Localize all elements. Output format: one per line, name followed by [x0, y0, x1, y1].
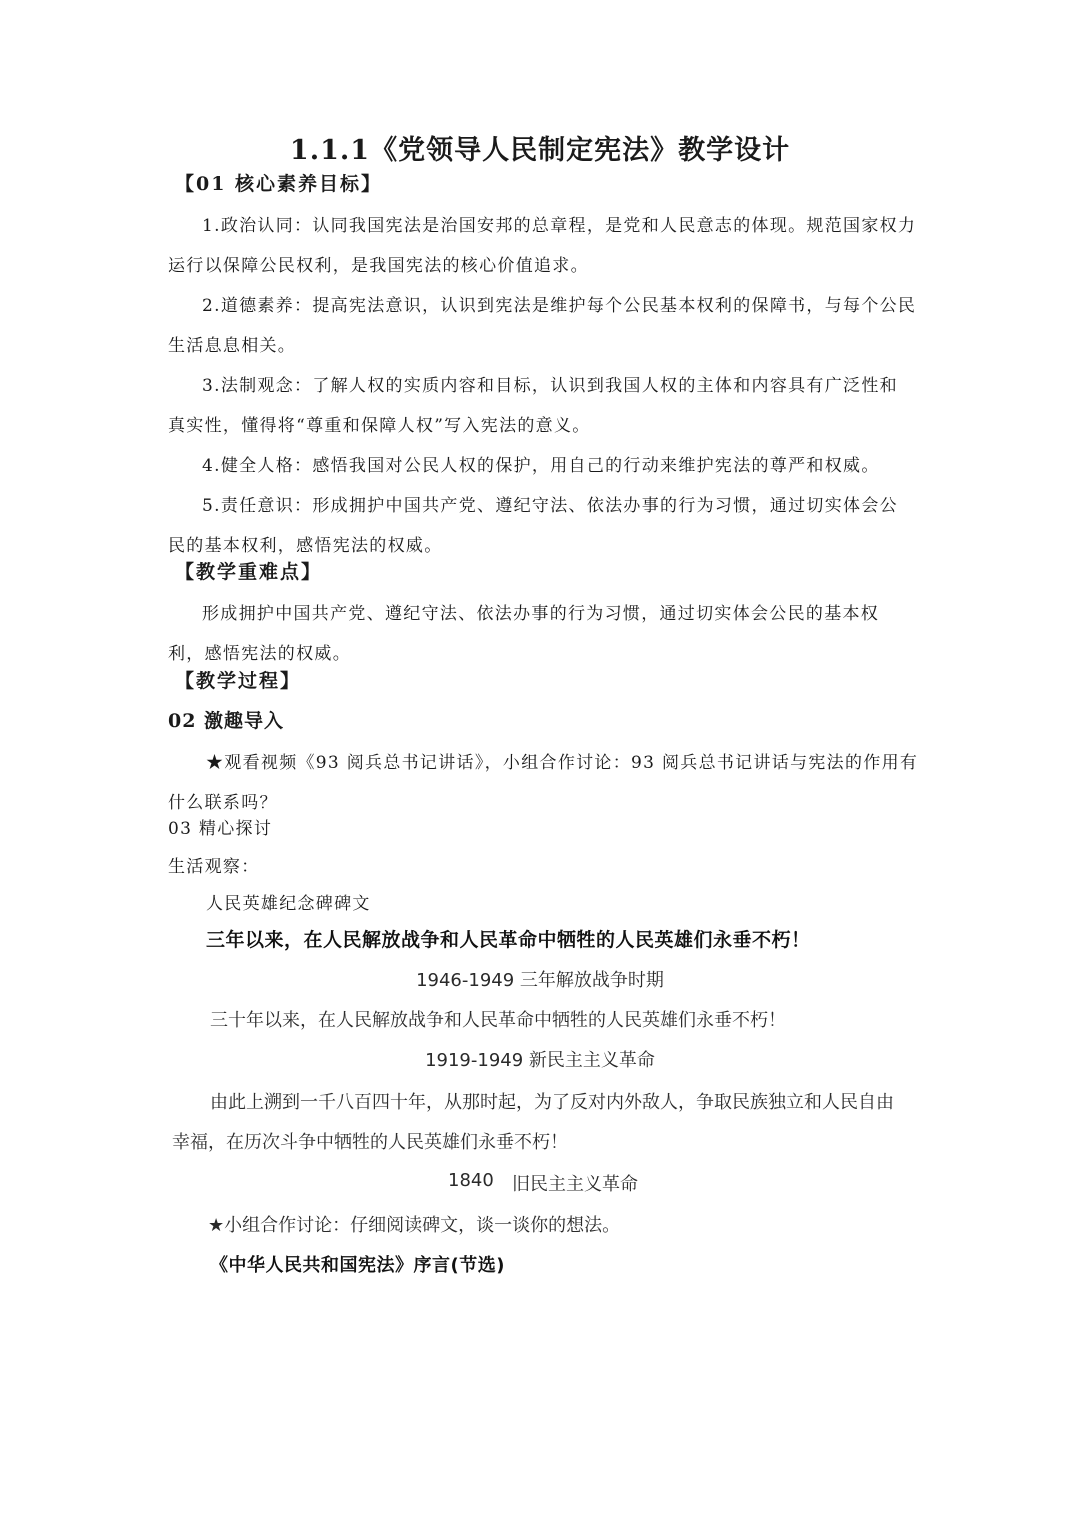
inscription-line-3b: 幸福，在历次斗争中牺牲的人民英雄们永垂不朽！: [172, 1132, 568, 1153]
inscription-period-1: 1946-1949 三年解放战争时期: [416, 970, 664, 991]
intro-line-1: ★观看视频《93 阅兵总书记讲话》，小组合作讨论：93 阅兵总书记讲话与宪法的作用有: [206, 753, 919, 773]
section-heading-core-goals: 【01 核心素养目标】: [175, 173, 383, 195]
constitution-preamble-title: 《中华人民共和国宪法》序言(节选): [210, 1255, 505, 1276]
inscription-line-2: 三十年以来，在人民解放战争和人民革命中牺牲的人民英雄们永垂不朽！: [210, 1010, 786, 1031]
section-heading-teaching-process: 【教学过程】: [175, 670, 302, 692]
key-points-line-1: 形成拥护中国共产党、遵纪守法、依法办事的行为习惯，通过切实体会公民的基本权: [202, 604, 880, 624]
goal-item-3-line-1: 3.法制观念：了解人权的实质内容和目标，认识到我国人权的主体和内容具有广泛性和: [202, 376, 898, 396]
goal-item-5-line-1: 5.责任意识：形成拥护中国共产党、遵纪守法、依法办事的行为习惯，通过切实体会公: [202, 496, 898, 516]
document-title: 1.1.1《党领导人民制定宪法》教学设计: [289, 135, 791, 166]
intro-line-2: 什么联系吗？: [168, 793, 278, 813]
inscription-discussion: ★小组合作讨论：仔细阅读碑文，谈一谈你的想法。: [208, 1215, 621, 1236]
intro-heading: 02 激趣导入: [168, 710, 285, 732]
monument-inscription-label: 人民英雄纪念碑碑文: [206, 894, 371, 914]
goal-item-2-line-1: 2.道德素养：提高宪法意识，认识到宪法是维护每个公民基本权利的保障书，与每个公民: [202, 296, 917, 316]
inscription-line-1: 三年以来，在人民解放战争和人民革命中牺牲的人民英雄们永垂不朽！: [206, 929, 811, 951]
inscription-period-3-name: 旧民主主义革命: [512, 1174, 638, 1195]
inscription-period-3-year: 1840: [448, 1170, 494, 1191]
goal-item-2-line-2: 生活息息相关。: [168, 336, 297, 356]
goal-item-1-line-1: 1.政治认同：认同我国宪法是治国安邦的总章程，是党和人民意志的体现。规范国家权力: [202, 216, 917, 236]
explore-heading: 03 精心探讨: [168, 819, 273, 839]
life-observation-label: 生活观察：: [168, 857, 260, 877]
section-heading-key-points: 【教学重难点】: [175, 561, 323, 583]
inscription-period-2: 1919-1949 新民主主义革命: [425, 1050, 655, 1071]
goal-item-5-line-2: 民的基本权利，感悟宪法的权威。: [168, 536, 443, 556]
goal-item-3-line-2: 真实性，懂得将“尊重和保障人权”写入宪法的意义。: [168, 416, 591, 436]
inscription-line-3a: 由此上溯到一千八百四十年，从那时起，为了反对内外敌人，争取民族独立和人民自由: [210, 1092, 894, 1113]
key-points-line-2: 利，感悟宪法的权威。: [168, 644, 351, 664]
goal-item-1-line-2: 运行以保障公民权利，是我国宪法的核心价值追求。: [168, 256, 589, 276]
goal-item-4: 4.健全人格：感悟我国对公民人权的保护，用自己的行动来维护宪法的尊严和权威。: [202, 456, 880, 476]
